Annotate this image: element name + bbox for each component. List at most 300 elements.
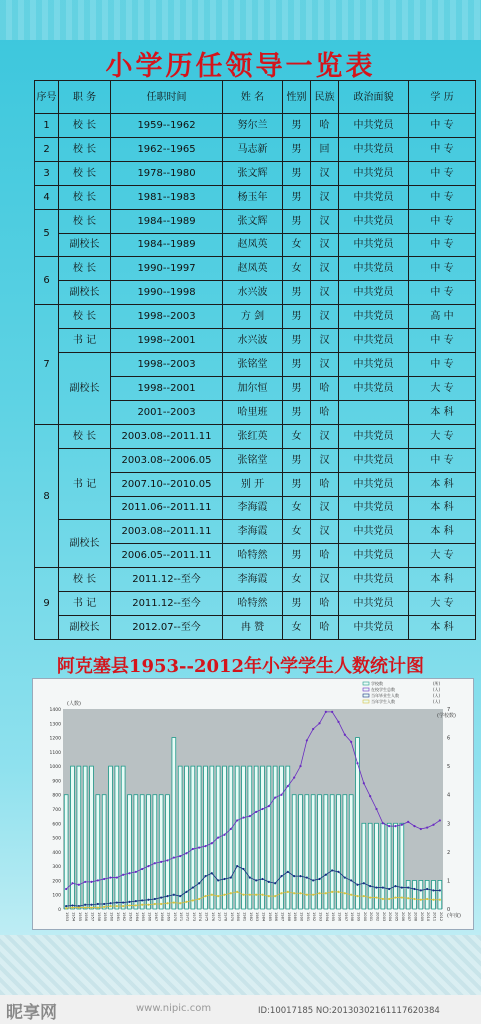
bar — [394, 823, 398, 909]
bar — [305, 795, 309, 909]
point-students — [439, 819, 441, 821]
point-enrollment — [249, 894, 251, 896]
bar — [387, 823, 391, 909]
cell-rank: 校 长 — [59, 424, 111, 448]
point-students — [375, 808, 377, 810]
table-row — [35, 353, 476, 377]
cell-term: 2001--2003 — [111, 400, 223, 424]
x-tick-label: 1976 — [210, 912, 215, 922]
cell-name: 张文辉 — [223, 209, 283, 233]
cell-ethnicity: 回 — [311, 137, 339, 161]
point-graduates — [103, 903, 105, 905]
cell-party: 中共党员 — [339, 376, 409, 400]
cell-sex: 男 — [283, 592, 311, 616]
point-enrollment — [287, 891, 289, 893]
point-students — [426, 826, 428, 828]
cell-party: 中共党员 — [339, 520, 409, 544]
cell-term: 1978--1980 — [111, 161, 223, 185]
bar — [261, 766, 265, 909]
point-students — [413, 825, 415, 827]
point-enrollment — [293, 892, 295, 894]
y-tick-label: 100 — [52, 893, 61, 899]
cell-no: 4 — [35, 185, 59, 209]
x-tick-label: 1998 — [350, 912, 355, 922]
bar — [375, 823, 379, 909]
cell-no: 6 — [35, 257, 59, 305]
point-enrollment — [147, 904, 149, 906]
cell-sex: 男 — [283, 472, 311, 496]
point-enrollment — [407, 897, 409, 899]
cell-rank: 书 记 — [59, 329, 111, 353]
point-enrollment — [90, 906, 92, 908]
point-graduates — [293, 875, 295, 877]
y-tick-label: 1300 — [49, 722, 61, 728]
cell-education: 本 科 — [409, 472, 476, 496]
cell-term: 1998--2003 — [111, 305, 223, 329]
point-enrollment — [312, 894, 314, 896]
point-graduates — [325, 874, 327, 876]
point-enrollment — [299, 892, 301, 894]
cell-rank: 校 长 — [59, 305, 111, 329]
point-enrollment — [135, 904, 137, 906]
point-students — [325, 711, 327, 713]
cell-term: 1984--1989 — [111, 233, 223, 257]
point-students — [204, 845, 206, 847]
point-students — [312, 728, 314, 730]
cell-sex: 男 — [283, 544, 311, 568]
x-tick-label: 1953 — [65, 912, 70, 922]
point-enrollment — [394, 896, 396, 898]
cell-ethnicity: 汉 — [311, 329, 339, 353]
point-enrollment — [255, 894, 257, 896]
cell-name: 水兴波 — [223, 281, 283, 305]
bar — [273, 766, 277, 909]
point-students — [78, 884, 80, 886]
point-students — [109, 876, 111, 878]
legend-unit: (人) — [433, 693, 441, 698]
cell-sex: 女 — [283, 233, 311, 257]
cell-education: 中 专 — [409, 185, 476, 209]
point-students — [306, 739, 308, 741]
cell-rank: 书 记 — [59, 448, 111, 520]
cell-education: 中 专 — [409, 161, 476, 185]
point-graduates — [261, 878, 263, 880]
y-tick-label: 600 — [52, 822, 61, 828]
bar — [83, 766, 87, 909]
cell-sex: 女 — [283, 257, 311, 281]
point-graduates — [312, 879, 314, 881]
x-tick-label: 1995 — [331, 912, 336, 922]
x-tick-label: 1996 — [337, 912, 342, 922]
x-tick-label: 1954 — [71, 912, 76, 922]
cell-term: 2003.08--2006.05 — [111, 448, 223, 472]
cell-party: 中共党员 — [339, 616, 409, 640]
cell-sex: 男 — [283, 376, 311, 400]
cell-name: 赵凤英 — [223, 257, 283, 281]
bar — [166, 795, 170, 909]
legend-swatch — [363, 700, 369, 703]
cell-name: 马志新 — [223, 137, 283, 161]
point-graduates — [109, 902, 111, 904]
table-header-row — [35, 81, 476, 114]
point-graduates — [211, 872, 213, 874]
y-tick-label: 0 — [58, 908, 61, 913]
bar — [381, 823, 385, 909]
point-enrollment — [185, 901, 187, 903]
cell-term: 1998--2003 — [111, 353, 223, 377]
x-tick-label: 1990 — [299, 912, 304, 922]
point-enrollment — [71, 906, 73, 908]
point-students — [122, 874, 124, 876]
cell-name: 李海霞 — [223, 496, 283, 520]
cell-rank: 校 长 — [59, 568, 111, 592]
cell-party: 中共党员 — [339, 424, 409, 448]
bar — [102, 795, 106, 909]
cell-term: 2003.08--2011.11 — [111, 520, 223, 544]
x-tick-label: 1965 — [141, 912, 146, 922]
point-students — [65, 888, 67, 890]
bar — [343, 795, 347, 909]
point-enrollment — [331, 891, 333, 893]
point-graduates — [369, 885, 371, 887]
decorative-bottom-band — [0, 935, 481, 995]
point-graduates — [71, 904, 73, 906]
cell-education: 大 专 — [409, 424, 476, 448]
point-enrollment — [426, 898, 428, 900]
x-tick-label: 2008 — [413, 912, 418, 922]
point-enrollment — [306, 894, 308, 896]
point-graduates — [356, 884, 358, 886]
y-tick-label: 800 — [52, 793, 61, 799]
point-enrollment — [261, 894, 263, 896]
bar — [368, 823, 372, 909]
point-students — [223, 834, 225, 836]
x-tick-label: 1989 — [293, 912, 298, 922]
cell-rank: 书 记 — [59, 592, 111, 616]
point-graduates — [185, 891, 187, 893]
x-tick-label: 1985 — [267, 912, 272, 922]
point-graduates — [173, 894, 175, 896]
bar — [292, 795, 296, 909]
table-row — [35, 233, 476, 257]
legend-unit: (人) — [433, 699, 441, 704]
point-students — [363, 782, 365, 784]
cell-party: 中共党员 — [339, 544, 409, 568]
point-enrollment — [103, 906, 105, 908]
point-students — [369, 795, 371, 797]
cell-rank: 副校长 — [59, 233, 111, 257]
cell-sex: 女 — [283, 568, 311, 592]
point-graduates — [236, 865, 238, 867]
cell-no: 5 — [35, 209, 59, 257]
cell-party: 中共党员 — [339, 496, 409, 520]
point-enrollment — [363, 895, 365, 897]
y-tick-label: 1100 — [49, 750, 61, 756]
cell-name: 李海霞 — [223, 520, 283, 544]
point-graduates — [230, 876, 232, 878]
cell-ethnicity: 哈 — [311, 114, 339, 138]
point-graduates — [331, 869, 333, 871]
point-enrollment — [97, 906, 99, 908]
x-tick-label: 1961 — [115, 912, 120, 922]
point-graduates — [426, 888, 428, 890]
x-tick-label: 1955 — [77, 912, 82, 922]
legend-label: 在校学生总数 — [371, 687, 395, 692]
x-tick-label: 1994 — [324, 912, 329, 922]
decorative-top-band — [0, 0, 481, 40]
point-students — [217, 836, 219, 838]
point-enrollment — [198, 898, 200, 900]
y2-tick-label: 5 — [447, 764, 451, 771]
point-enrollment — [337, 891, 339, 893]
point-enrollment — [230, 892, 232, 894]
x-tick-label: 1972 — [185, 912, 190, 922]
cell-term: 2011.06--2011.11 — [111, 496, 223, 520]
point-enrollment — [268, 895, 270, 897]
point-enrollment — [78, 906, 80, 908]
cell-education: 中 专 — [409, 281, 476, 305]
x-tick-label: 1974 — [198, 912, 203, 922]
point-graduates — [439, 889, 441, 891]
cell-rank: 校 长 — [59, 161, 111, 185]
point-students — [173, 856, 175, 858]
point-students — [198, 846, 200, 848]
y2-tick-label: 7 — [447, 707, 451, 713]
point-students — [97, 879, 99, 881]
point-enrollment — [432, 899, 434, 901]
x-tick-label: 1993 — [318, 912, 323, 922]
y2-tick-label: 2 — [447, 849, 451, 856]
cell-education: 本 科 — [409, 496, 476, 520]
table-row — [35, 161, 476, 185]
point-students — [280, 794, 282, 796]
bar — [413, 880, 417, 909]
x-tick-label: 1979 — [229, 912, 234, 922]
cell-rank: 校 长 — [59, 209, 111, 233]
cell-party: 中共党员 — [339, 592, 409, 616]
bar — [77, 766, 81, 909]
cell-party: 中共党员 — [339, 185, 409, 209]
cell-education: 本 科 — [409, 568, 476, 592]
x-tick-label: 1967 — [153, 912, 158, 922]
cell-party: 中共党员 — [339, 329, 409, 353]
point-enrollment — [274, 895, 276, 897]
x-tick-label: 1959 — [103, 912, 108, 922]
point-graduates — [388, 888, 390, 890]
point-students — [293, 776, 295, 778]
bar — [172, 738, 176, 909]
cell-ethnicity: 汉 — [311, 568, 339, 592]
x-tick-label: 2011 — [432, 912, 437, 922]
cell-name: 杨玉年 — [223, 185, 283, 209]
image-id-text: ID:10017185 NO:20130302161117620384 — [258, 1006, 440, 1016]
x-tick-label: 1969 — [166, 912, 171, 922]
cell-ethnicity: 哈 — [311, 376, 339, 400]
point-graduates — [217, 879, 219, 881]
cell-name: 张铭堂 — [223, 353, 283, 377]
bar — [134, 795, 138, 909]
cell-no: 2 — [35, 137, 59, 161]
bar — [178, 766, 182, 909]
cell-ethnicity: 哈 — [311, 400, 339, 424]
x-tick-label: 2002 — [375, 912, 380, 922]
table-row — [35, 520, 476, 544]
x-tick-label: 2004 — [388, 912, 393, 922]
point-enrollment — [369, 896, 371, 898]
point-enrollment — [223, 894, 225, 896]
bar — [242, 766, 246, 909]
x-tick-label: 1987 — [280, 912, 285, 922]
point-graduates — [306, 876, 308, 878]
legend-label: 当年学生入数 — [371, 699, 395, 704]
point-students — [344, 734, 346, 736]
point-students — [185, 852, 187, 854]
cell-education: 中 专 — [409, 353, 476, 377]
cell-sex: 女 — [283, 616, 311, 640]
x-tick-label: 1981 — [242, 912, 247, 922]
cell-term: 2007.10--2010.05 — [111, 472, 223, 496]
cell-rank: 副校长 — [59, 353, 111, 425]
cell-party: 中共党员 — [339, 305, 409, 329]
point-students — [135, 871, 137, 873]
x-tick-label: 1997 — [343, 912, 348, 922]
cell-term: 1990--1997 — [111, 257, 223, 281]
header-rank: 职 务 — [59, 81, 111, 114]
point-enrollment — [356, 895, 358, 897]
cell-no: 8 — [35, 424, 59, 567]
cell-rank: 副校长 — [59, 616, 111, 640]
point-graduates — [141, 899, 143, 901]
cell-education: 中 专 — [409, 209, 476, 233]
cell-name: 努尔兰 — [223, 114, 283, 138]
bar — [324, 795, 328, 909]
x-tick-label: 1966 — [147, 912, 152, 922]
x-tick-label: 2003 — [381, 912, 386, 922]
cell-name: 赵凤英 — [223, 233, 283, 257]
cell-sex: 男 — [283, 185, 311, 209]
cell-term: 1962--1965 — [111, 137, 223, 161]
page-title: 小学历任领导一览表 — [105, 51, 376, 82]
point-graduates — [255, 879, 257, 881]
point-graduates — [299, 875, 301, 877]
point-students — [236, 819, 238, 821]
cell-sex: 男 — [283, 281, 311, 305]
point-enrollment — [141, 904, 143, 906]
point-graduates — [363, 882, 365, 884]
bar — [349, 795, 353, 909]
point-enrollment — [204, 895, 206, 897]
legend-swatch — [363, 682, 369, 685]
point-graduates — [147, 899, 149, 901]
y-axis-label: (人数) — [67, 701, 81, 707]
x-axis-label: (年度) — [447, 913, 461, 919]
cell-education: 大 专 — [409, 592, 476, 616]
point-students — [166, 859, 168, 861]
point-graduates — [192, 886, 194, 888]
y2-tick-label: 4 — [447, 792, 451, 799]
cell-ethnicity: 汉 — [311, 161, 339, 185]
cell-sex: 女 — [283, 496, 311, 520]
cell-name: 张铭堂 — [223, 448, 283, 472]
point-students — [90, 881, 92, 883]
watermark-site: www.nipic.com — [136, 1003, 212, 1014]
cell-name: 哈特然 — [223, 592, 283, 616]
bar — [109, 766, 113, 909]
point-students — [179, 855, 181, 857]
header-name: 姓 名 — [223, 81, 283, 114]
point-students — [337, 721, 339, 723]
bar — [210, 766, 214, 909]
cell-name: 张红英 — [223, 424, 283, 448]
x-tick-label: 1971 — [179, 912, 184, 922]
point-enrollment — [192, 899, 194, 901]
cell-ethnicity: 汉 — [311, 424, 339, 448]
point-graduates — [350, 879, 352, 881]
cell-party: 中共党员 — [339, 137, 409, 161]
point-enrollment — [401, 896, 403, 898]
cell-party: 中共党员 — [339, 281, 409, 305]
y2-tick-label: 3 — [447, 821, 451, 828]
point-students — [147, 865, 149, 867]
x-tick-label: 2007 — [407, 912, 412, 922]
cell-sex: 男 — [283, 353, 311, 377]
cell-term: 2006.05--2011.11 — [111, 544, 223, 568]
point-students — [388, 825, 390, 827]
point-graduates — [249, 876, 251, 878]
point-graduates — [318, 878, 320, 880]
cell-ethnicity: 哈 — [311, 592, 339, 616]
cell-sex: 男 — [283, 305, 311, 329]
x-tick-label: 1963 — [128, 912, 133, 922]
cell-sex: 男 — [283, 161, 311, 185]
legend-label: 当年毕业生人数 — [371, 693, 399, 698]
point-enrollment — [166, 902, 168, 904]
bar — [229, 766, 233, 909]
point-students — [432, 824, 434, 826]
point-students — [154, 862, 156, 864]
x-tick-label: 1988 — [286, 912, 291, 922]
point-enrollment — [344, 892, 346, 894]
table-row — [35, 616, 476, 640]
x-tick-label: 2009 — [419, 912, 424, 922]
legend-unit: (所) — [433, 681, 441, 686]
cell-term: 2011.12--至今 — [111, 592, 223, 616]
point-enrollment — [325, 892, 327, 894]
point-enrollment — [122, 905, 124, 907]
legend-swatch — [363, 688, 369, 691]
cell-education: 中 专 — [409, 448, 476, 472]
bar — [248, 766, 252, 909]
cell-name: 张文辉 — [223, 161, 283, 185]
point-graduates — [90, 904, 92, 906]
x-tick-label: 1958 — [96, 912, 101, 922]
y2-axis-label: (学校数) — [437, 713, 456, 719]
bar — [318, 795, 322, 909]
point-enrollment — [382, 898, 384, 900]
point-graduates — [280, 875, 282, 877]
point-students — [299, 765, 301, 767]
cell-education: 大 专 — [409, 544, 476, 568]
point-graduates — [287, 871, 289, 873]
header-term: 任职时间 — [111, 81, 223, 114]
cell-term: 1998--2001 — [111, 376, 223, 400]
chart-title: 阿克塞县1953--2012年小学学生人数统计图 — [56, 656, 425, 677]
bar — [71, 766, 75, 909]
point-enrollment — [179, 902, 181, 904]
cell-term: 1981--1983 — [111, 185, 223, 209]
x-tick-label: 1986 — [274, 912, 279, 922]
point-enrollment — [154, 903, 156, 905]
